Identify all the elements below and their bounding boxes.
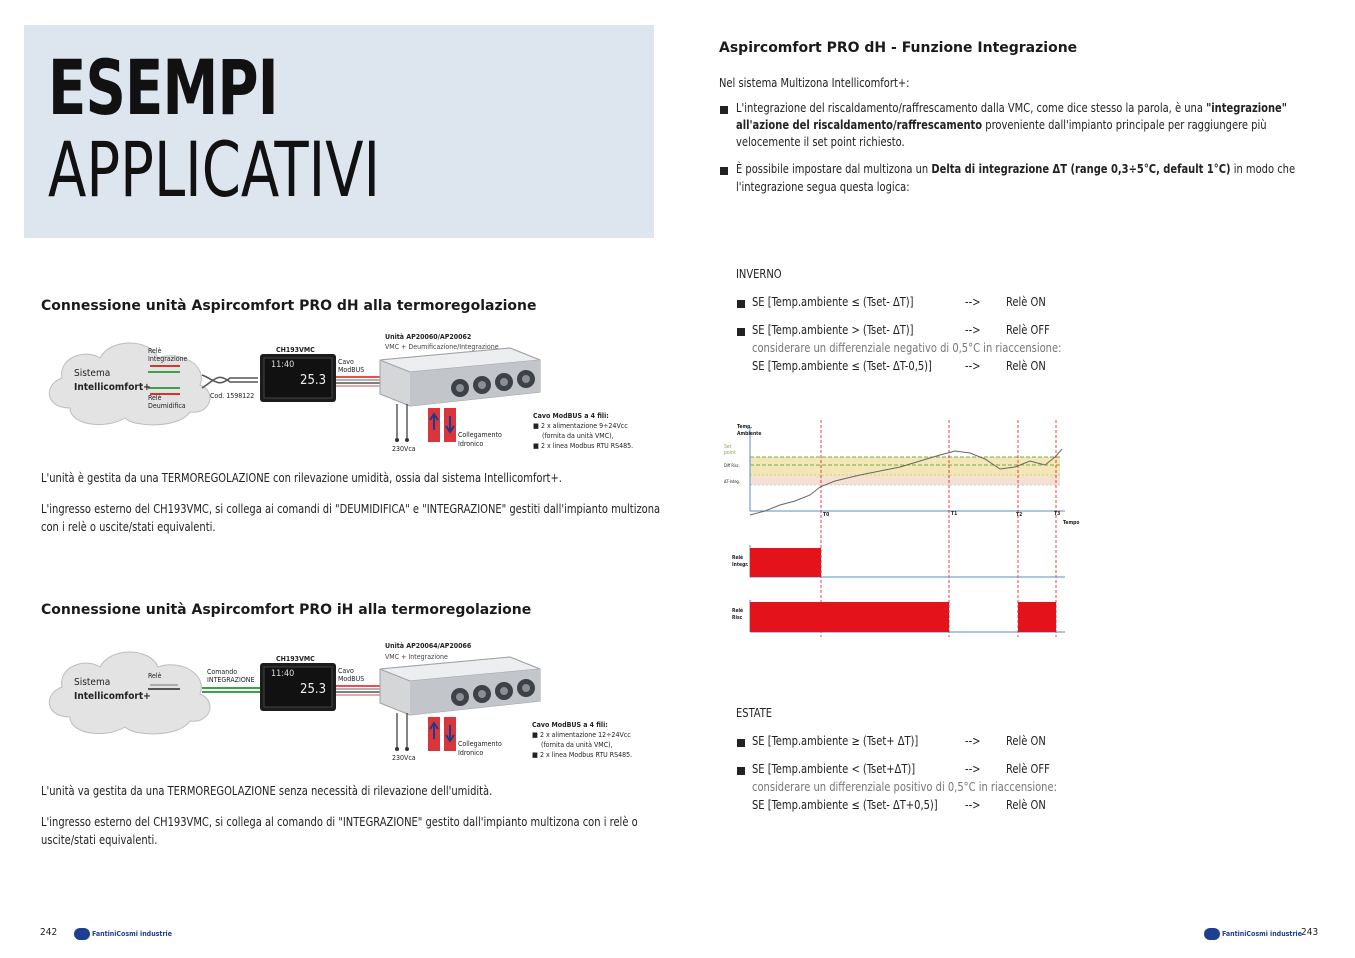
thermostat-label: CH193VMC	[276, 346, 315, 354]
estate-r1-arrow: -->	[965, 734, 981, 748]
display-value: 25.3	[300, 373, 327, 388]
cable-title: Cavo ModBUS a 4 fili:	[533, 412, 609, 420]
page-title-line2: APPLICATIVI	[48, 125, 380, 214]
rele-deum-label-a: Relè	[148, 394, 162, 402]
rele-integ-on	[750, 548, 821, 577]
inverno-r2-res: Relè OFF	[1006, 323, 1050, 337]
unit2-subtitle: VMC + Integrazione	[385, 653, 448, 661]
chart-tempo: Tempo	[1063, 520, 1080, 526]
cable2-title: Cavo ModBUS a 4 fili:	[532, 721, 608, 729]
rele-integ-label-b: Integrazione	[148, 355, 188, 363]
cavo-label-b: ModBUS	[338, 366, 365, 374]
coll2-label-b: Idronico	[458, 749, 484, 757]
section1-para2-l1: L'ingresso esterno del CH193VMC, si collega ai comandi di "DEUMIDIFICA" e "INTEGRAZIONE" gestiti dall'impianto multizona	[41, 502, 661, 516]
estate-r3-res: Relè ON	[1006, 798, 1046, 812]
inverno-bullet-2	[737, 328, 745, 336]
section1-title: Connessione unità Aspircomfort PRO dH alla termoregolazione	[41, 298, 537, 314]
b1-line3: velocemente il set point richiesto.	[736, 135, 905, 149]
estate-note: considerare un differenziale positivo di 0,5°C in riaccensione:	[752, 780, 1057, 794]
thermostat2-label: CH193VMC	[276, 655, 315, 663]
coll-label-b: Idronico	[458, 440, 484, 448]
timing-chart-graphics	[720, 415, 1085, 640]
chart-rele-integ-a: Relè	[732, 555, 744, 561]
cloud-label-2: Intellicomfort+	[74, 382, 151, 393]
comando-label-b: INTEGRAZIONE	[207, 676, 255, 684]
section1-para1: L'unità è gestita da una TERMOREGOLAZIONE con rilevazione umidità, ossia dal sistema Intellicomfort+.	[41, 471, 562, 485]
estate-bullet-1	[737, 739, 745, 747]
rele-deum-label-b: Deumidifica	[148, 402, 186, 410]
cable2-item-1: ■ 2 x alimentazione 12÷24Vcc	[532, 731, 631, 739]
rele2-label: Relè	[148, 672, 162, 680]
estate-r3-arrow: -->	[965, 798, 981, 812]
cloud2-label-2: Intellicomfort+	[74, 691, 151, 702]
estate-r2-cond: SE [Temp.ambiente < (Tset+ΔT)]	[752, 762, 916, 776]
rele-integ-label-a: Relè	[148, 347, 162, 355]
unit2-title: Unità AP20064/AP20066	[385, 642, 472, 650]
inverno-r3-cond: SE [Temp.ambiente ≤ (Tset- ΔT-0,5)]	[752, 359, 932, 373]
section1-para2-l2: con i relè o uscite/stati equivalenti.	[41, 520, 216, 534]
b1-line2: all'azione del riscaldamento/raffrescamento proveniente dall'impianto principale per raggiungere più	[736, 118, 1267, 132]
cloud-label-1: Sistema	[74, 368, 111, 379]
chart-rele-risc-b: Risc	[732, 615, 743, 621]
coll2-label-a: Collegamento	[458, 740, 502, 748]
estate-label: ESTATE	[736, 706, 773, 720]
inverno-r1-arrow: -->	[965, 295, 981, 309]
cable2-item-3: ■ 2 x linea Modbus RTU RS485.	[532, 751, 633, 759]
chart-diff: Diff Risc.	[724, 463, 740, 468]
vac2-label: 230Vca	[392, 754, 416, 762]
logo-mark-right	[1204, 928, 1220, 940]
inverno-r1-res: Relè ON	[1006, 295, 1046, 309]
inverno-r3-res: Relè ON	[1006, 359, 1046, 373]
logo-mark-left	[74, 928, 90, 940]
chart-set-b: point	[724, 450, 736, 456]
section2-para1: L'unità va gestita da una TERMOREGOLAZIONE senza necessità di rilevazione dell'umidità.	[41, 784, 493, 798]
vac-label: 230Vca	[392, 445, 416, 453]
page-number-right: 243	[1301, 927, 1319, 938]
cavo2-label-a: Cavo	[338, 667, 354, 675]
cavo2-label-b: ModBUS	[338, 675, 365, 683]
chart-t0: T0	[823, 512, 830, 518]
band-pink	[750, 477, 1060, 485]
chart-temp-a: Temp.	[737, 424, 753, 430]
right-title: Aspircomfort PRO dH - Funzione Integrazione	[719, 40, 1078, 56]
chart-rele-risc-a: Relè	[732, 608, 744, 614]
section2-para2-l1: L'ingresso esterno del CH193VMC, si collega al comando di "INTEGRAZIONE" gestito dall'impianto multizona con i relè o	[41, 815, 638, 829]
unit-title: Unità AP20060/AP20062	[385, 333, 472, 341]
right-intro: Nel sistema Multizona Intellicomfort+:	[719, 76, 910, 90]
chart-t1: T1	[951, 511, 958, 517]
bullet-1	[720, 106, 728, 114]
b2-line1: È possibile impostare dal multizona un Delta di integrazione ΔT (range 0,3÷5°C, default 1°C) in modo che	[736, 162, 1296, 176]
estate-bullet-2	[737, 767, 745, 775]
estate-r2-arrow: -->	[965, 762, 981, 776]
b2-line2: l'integrazione segua questa logica:	[736, 180, 910, 194]
inverno-label: INVERNO	[736, 267, 782, 281]
estate-r1-res: Relè ON	[1006, 734, 1046, 748]
inverno-bullet-1	[737, 300, 745, 308]
cod-label: Cod. 1598122	[210, 392, 255, 400]
cloud2-label-1: Sistema	[74, 677, 111, 688]
estate-r2-res: Relè OFF	[1006, 762, 1050, 776]
chart-dt: ΔT-Integ.	[724, 479, 740, 484]
estate-r1-cond: SE [Temp.ambiente ≥ (Tset+ ΔT)]	[752, 734, 919, 748]
inverno-r1-cond: SE [Temp.ambiente ≤ (Tset- ΔT)]	[752, 295, 914, 309]
inverno-r2-arrow: -->	[965, 323, 981, 337]
estate-r3-cond: SE [Temp.ambiente ≤ (Tset- ΔT+0,5)]	[752, 798, 938, 812]
section2-para2-l2: uscite/stati equivalenti.	[41, 833, 158, 847]
unit-subtitle: VMC + Deumificazione/Integrazione	[385, 343, 499, 351]
cable-item-3: ■ 2 x linea Modbus RTU RS485.	[533, 442, 634, 450]
rele-risc-on-1	[750, 602, 949, 632]
cable-item-2: (fornita da unità VMC),	[542, 432, 614, 440]
display2-value: 25.3	[300, 682, 327, 697]
page-title-line1: ESEMPI	[48, 43, 278, 132]
display2-time: 11:40	[271, 669, 295, 679]
comando-label-a: Comando	[207, 668, 238, 676]
inverno-r2-cond: SE [Temp.ambiente > (Tset- ΔT)]	[752, 323, 914, 337]
chart-t2: T2	[1016, 512, 1023, 518]
chart-set-a: Set	[724, 444, 732, 450]
coll-label-a: Collegamento	[458, 431, 502, 439]
rele-risc-on-2	[1018, 602, 1056, 632]
section2-title: Connessione unità Aspircomfort PRO iH alla termoregolazione	[41, 602, 532, 618]
integration-timing-chart	[720, 415, 1085, 640]
chart-rele-integ-b: Integr.	[732, 562, 749, 568]
cable-item-1: ■ 2 x alimentazione 9÷24Vcc	[533, 422, 628, 430]
bullet-2	[720, 167, 728, 175]
diagram-dh	[40, 330, 660, 455]
diagram-ih	[40, 639, 660, 764]
b1-line1: L'integrazione del riscaldamento/raffrescamento dalla VMC, come dice stesso la parola, è una "integrazione"	[736, 101, 1287, 115]
logo-left: FantiniCosmi industrie	[74, 926, 172, 942]
logo-right: FantiniCosmi industrie	[1204, 926, 1302, 942]
cable2-item-2: (fornita da unità VMC),	[541, 741, 613, 749]
chart-t3: T3	[1054, 511, 1061, 517]
chart-temp-b: Ambiente	[737, 431, 762, 437]
inverno-note: considerare un differenziale negativo di 0,5°C in riaccensione:	[752, 341, 1062, 355]
inverno-r3-arrow: -->	[965, 359, 981, 373]
cavo-label-a: Cavo	[338, 358, 354, 366]
page-number-left: 242	[40, 927, 58, 938]
display-time: 11:40	[271, 360, 295, 370]
